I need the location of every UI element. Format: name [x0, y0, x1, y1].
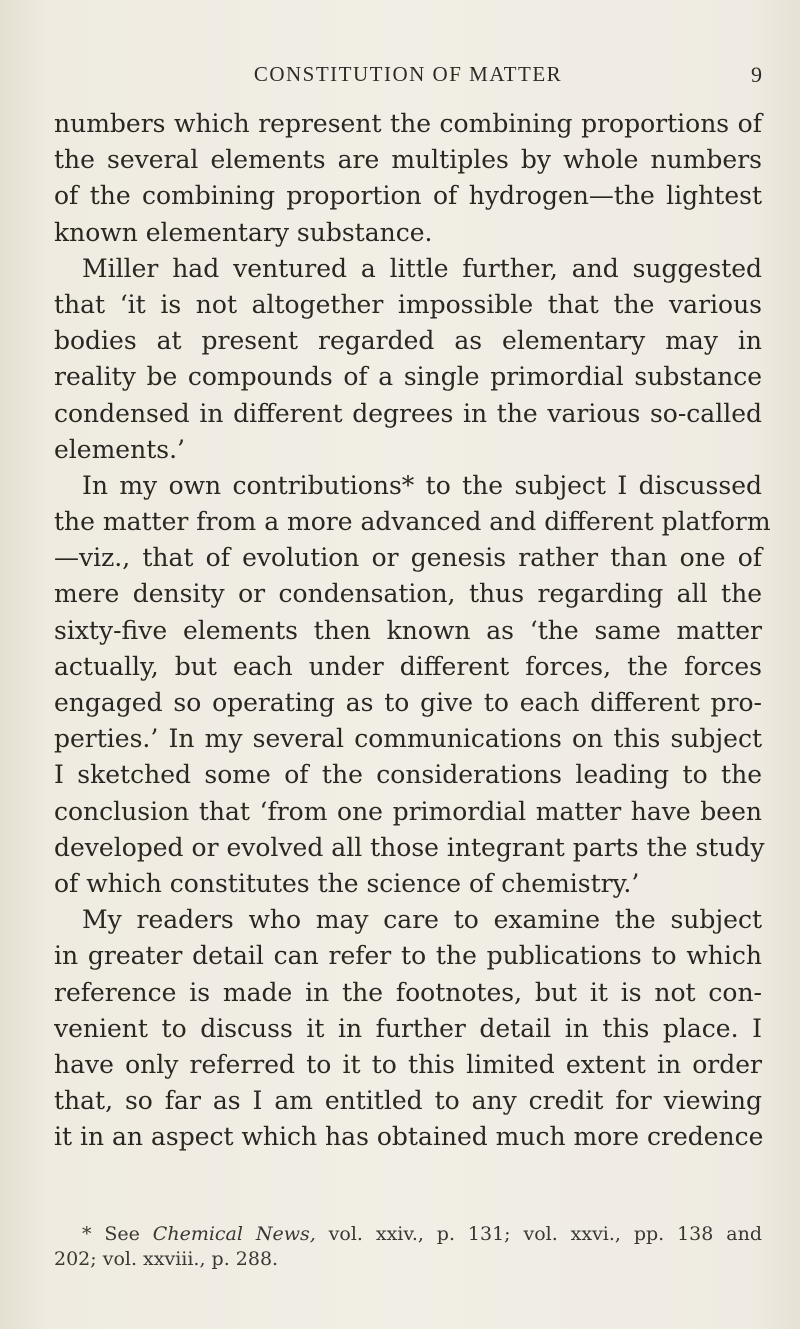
text-line: I sketched some of the considerations leading to the	[54, 760, 762, 790]
text-line: the several elements are multiples by whole numbers	[54, 145, 762, 175]
text-line: In my own contributions* to the subject I discussed	[82, 470, 762, 500]
footnote	[54, 1222, 762, 1272]
text-line: in greater detail can refer to the publications to which	[54, 941, 762, 971]
page-number: 9	[751, 62, 762, 87]
running-title: CONSTITUTION OF MATTER	[253, 62, 563, 86]
text-line: of the combining proportion of hydrogen—the lightest	[54, 181, 762, 211]
text-line: mere density or condensation, thus regarding all the	[54, 579, 762, 609]
footnote-see: See	[104, 1223, 140, 1245]
text-line: condensed in different degrees in the various so-called	[54, 398, 762, 428]
text-line: that ‘it is not altogether impossible that the various	[54, 289, 762, 319]
footnote-journal: Chemical News,	[152, 1223, 316, 1245]
text-line: venient to discuss it in further detail in this place. I	[54, 1013, 762, 1043]
text-line: reality be compounds of a single primordial substance	[54, 362, 762, 392]
text-line: perties.’ In my several communications on this subject	[54, 724, 762, 754]
text-line: conclusion that ‘from one primordial matter have been	[54, 796, 762, 826]
text-line: My readers who may care to examine the subject	[82, 905, 762, 935]
text-line: it in an aspect which has obtained much more credence	[54, 1122, 764, 1152]
text-line: actually, but each under different forces, the forces	[54, 651, 762, 681]
footnote-marker: *	[82, 1223, 92, 1245]
text-line: developed or evolved all those integrant parts the study	[54, 832, 765, 862]
text-line: bodies at present regarded as elementary may in	[54, 326, 762, 356]
footnote-reference: vol. xxiv., p. 131; vol. xxvi., pp. 138 and	[328, 1223, 762, 1245]
text-line: Miller had ventured a little further, and suggested	[82, 253, 762, 283]
text-line: numbers which represent the combining proportions of	[54, 109, 762, 138]
text-line: have only referred to it to this limited extent in order	[54, 1049, 762, 1079]
page-header	[54, 62, 762, 92]
body-text	[54, 106, 771, 1155]
text-line: reference is made in the footnotes, but it is not con-	[54, 977, 762, 1007]
text-line: elements.’	[54, 434, 185, 464]
text-line: of which constitutes the science of chemistry.’	[54, 868, 640, 898]
footnote-line	[54, 1222, 762, 1247]
footnote-line: 202; vol. xxviii., p. 288.	[54, 1248, 279, 1270]
text-line: engaged so operating as to give to each different pro-	[54, 688, 762, 717]
text-line: sixty-five elements then known as ‘the same matter	[54, 615, 762, 645]
text-line: known elementary substance.	[54, 217, 433, 247]
text-line: that, so far as I am entitled to any credit for viewing	[54, 1086, 762, 1116]
text-line: —viz., that of evolution or genesis rather than one of	[54, 543, 762, 573]
text-line: the matter from a more advanced and different platform	[54, 507, 771, 537]
